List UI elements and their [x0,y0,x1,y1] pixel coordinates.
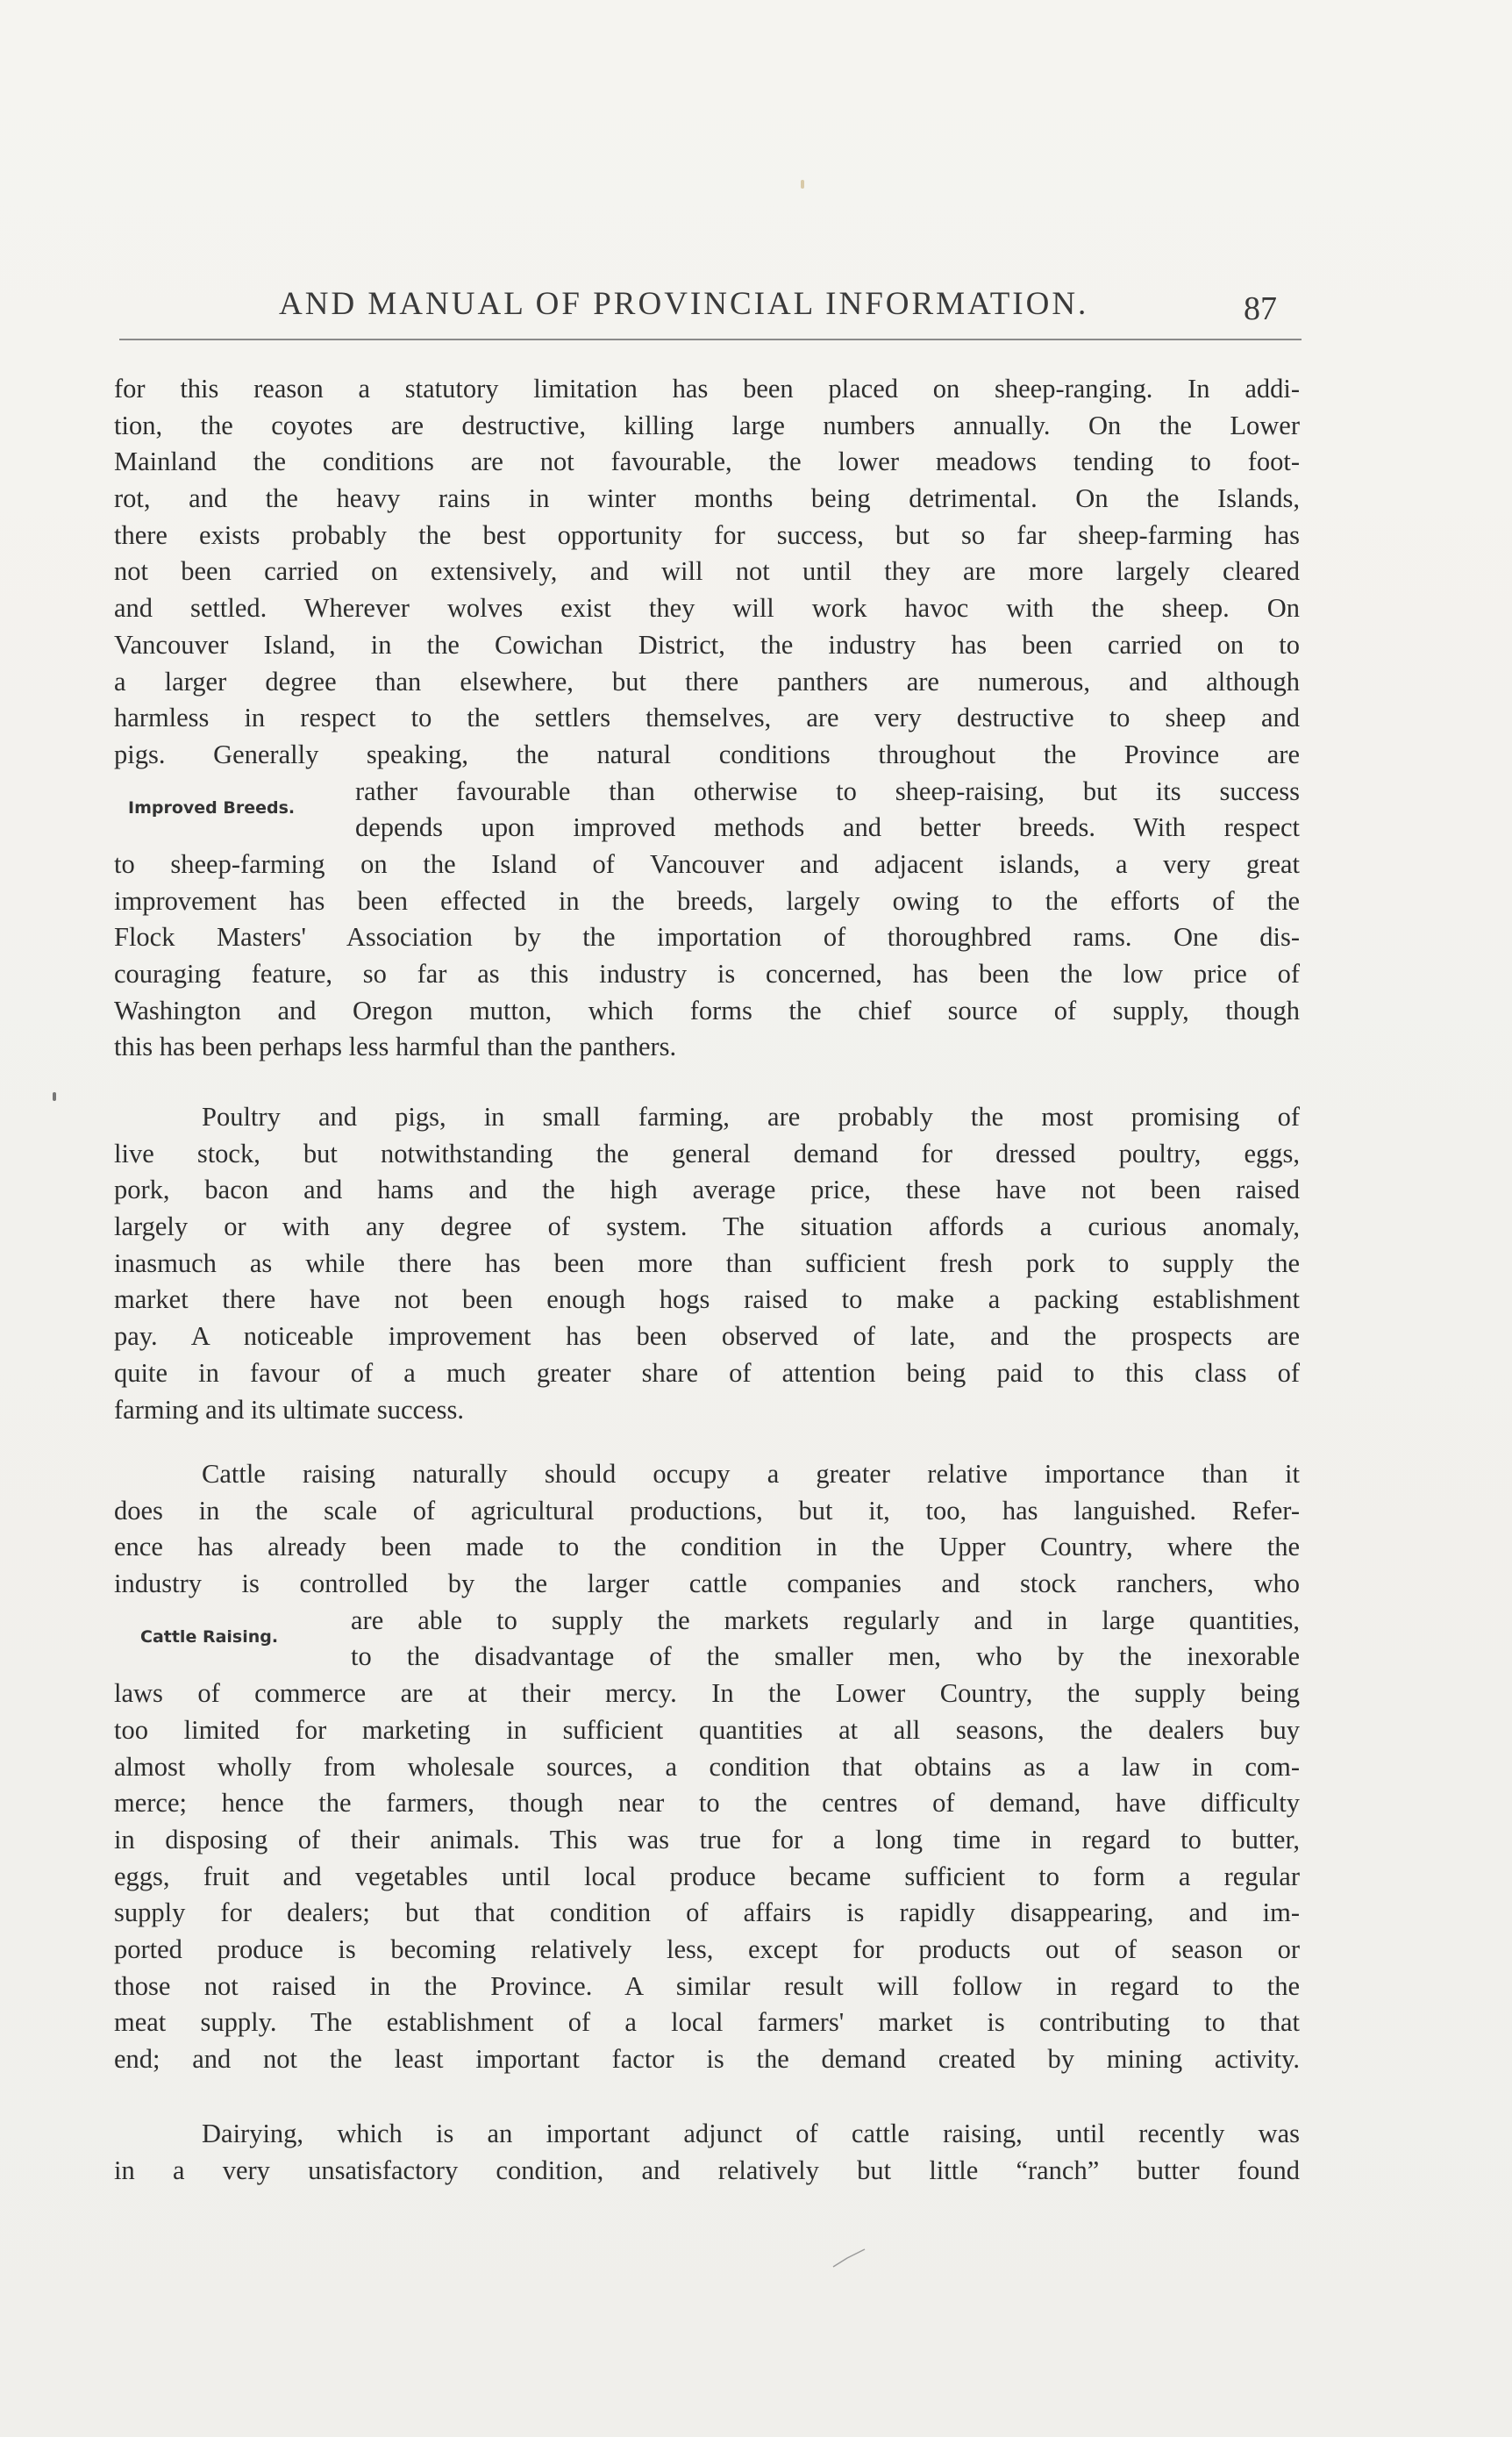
text-line: market there have not been enough hogs raised to make a packing establishment [114,1284,1300,1315]
text-line: supply for dealers; but that condition of affairs is rapidly disappearing, and im- [114,1897,1300,1928]
text-line: in disposing of their animals. This was true for a long time in regard to butter, [114,1824,1300,1855]
text-line: quite in favour of a much greater share of attention being paid to this class of [114,1357,1300,1388]
text-line: ence has already been made to the condition in the Upper Country, where the [114,1532,1300,1562]
text-line: end; and not the least important factor is the demand created by mining activity. [114,2044,1300,2074]
paragraph-dairying [114,2116,1300,2189]
text-line: not been carried on extensively, and will not until they are more largely cleared [114,556,1300,587]
text-line: Flock Masters' Association by the importation of thoroughbred rams. One dis- [114,922,1300,953]
text-line: are able to supply the markets regularly and in large quantities, [351,1604,1300,1635]
text-line: harmless in respect to the settlers themselves, are very destructive to sheep and [114,703,1300,733]
paragraph-sheep [114,371,1300,1066]
text-line: ported produce is becoming relatively less, except for products out of season or [114,1933,1300,1964]
text-line: rot, and the heavy rains in winter months being detrimental. On the Islands, [114,483,1300,514]
text-line: too limited for marketing in sufficient quantities at all seasons, the dealers buy [114,1714,1300,1745]
text-line: Mainland the conditions are not favourable, the lower meadows tending to foot- [114,447,1300,477]
text-line: improvement has been effected in the breeds, largely owing to the efforts of the [114,885,1300,916]
text-line: for this reason a statutory limitation has been placed on sheep-ranging. In addi- [114,374,1300,404]
text-line: merce; hence the farmers, though near to the centres of demand, have difficulty [114,1788,1300,1819]
text-line: farming and its ultimate success. [114,1394,464,1425]
text-line: Dairying, which is an important adjunct of cattle raising, until recently was [202,2119,1300,2148]
text-line: live stock, but notwithstanding the general demand for dressed poultry, eggs, [114,1138,1300,1168]
text-line: inasmuch as while there has been more than sufficient fresh pork to supply the [114,1247,1300,1278]
text-line: industry is controlled by the larger cattle companies and stock ranchers, who [114,1569,1300,1599]
text-line: pigs. Generally speaking, the natural conditions throughout the Province are [114,739,1300,769]
paragraph-poultry [114,1099,1300,1428]
paper-speck-icon [801,180,804,189]
text-line: Washington and Oregon mutton, which forms the chief source of supply, though [114,995,1300,1026]
text-line: a larger degree than elsewhere, but there panthers are numerous, and although [114,666,1300,697]
text-line: tion, the coyotes are destructive, killing large numbers annually. On the Lower [114,410,1300,440]
text-line: Vancouver Island, in the Cowichan District, the industry has been carried on to [114,629,1300,660]
text-line: there exists probably the best opportunity for success, but so far sheep-farming has [114,519,1300,550]
sidenote-cattle-raising: Cattle Raising. [140,1627,279,1647]
text-line: largely or with any degree of system. The situation affords a curious anomaly, [114,1211,1300,1242]
text-line: rather favourable than otherwise to sheep-raising, but its success [355,775,1300,806]
text-line: and settled. Wherever wolves exist they will work havoc with the sheep. On [114,593,1300,624]
page-number: 87 [1244,290,1277,327]
text-line: almost wholly from wholesale sources, a condition that obtains as a law in com- [114,1751,1300,1782]
text-line: in a very unsatisfactory condition, and relatively but little “ranch” butter found [114,2155,1300,2185]
text-line: couraging feature, so far as this industry is concerned, has been the low price of [114,959,1300,989]
text-line: those not raised in the Province. A similar result will follow in regard to the [114,1970,1300,2001]
text-line: depends upon improved methods and better breeds. With respect [355,812,1300,843]
margin-speck-icon [53,1092,56,1101]
sidenote-improved-breeds: Improved Breeds. [128,798,296,818]
running-title: AND MANUAL OF PROVINCIAL INFORMATION. [279,286,1089,322]
text-line: to the disadvantage of the smaller men, who by the inexorable [351,1641,1300,1672]
text-line: laws of commerce are at their mercy. In the Lower Country, the supply being [114,1678,1300,1709]
text-line: this has been perhaps less harmful than the panthers. [114,1032,677,1062]
text-line: pay. A noticeable improvement has been observed of late, and the prospects are [114,1321,1300,1352]
text-line: meat supply. The establishment of a local farmers' market is contributing to that [114,2007,1300,2038]
text-line: to sheep-farming on the Island of Vancouver and adjacent islands, a very great [114,848,1300,879]
text-line: eggs, fruit and vegetables until local produce became sufficient to form a regular [114,1861,1300,1891]
pencil-mark-icon [831,2248,867,2269]
text-line: Poultry and pigs, in small farming, are probably the most promising of [202,1102,1300,1132]
paragraph-cattle [114,1456,1300,2078]
header-rule [119,339,1302,340]
text-line: pork, bacon and hams and the high average price, these have not been raised [114,1175,1300,1205]
text-line: Cattle raising naturally should occupy a greater relative importance than it [202,1459,1300,1489]
text-line: does in the scale of agricultural productions, but it, too, has languished. Refer- [114,1495,1300,1526]
